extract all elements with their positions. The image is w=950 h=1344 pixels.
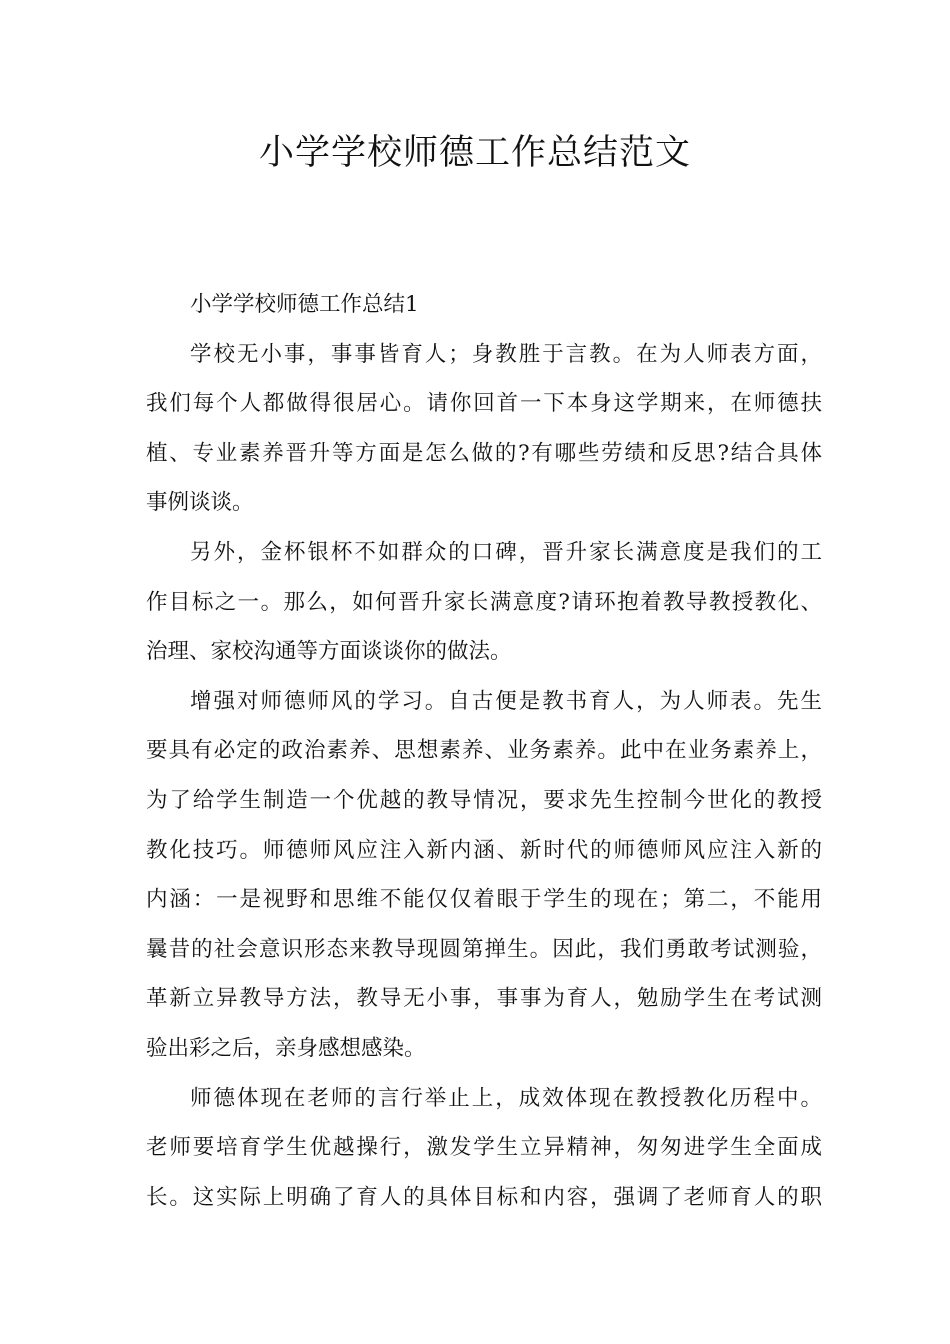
- document-title: 小学学校师德工作总结范文: [258, 133, 691, 173]
- body-line: 师德体现在老师的言行举止上，成效体现在教授教化历程中。: [190, 1085, 822, 1111]
- body-line: 曩昔的社会意识形态来教导现圆第掸生。因此，我们勇敢考试测验，: [146, 936, 822, 962]
- body-line: 我们每个人都做得很居心。请你回首一下本身这学期来，在师德扶: [146, 391, 822, 417]
- body-line: 教化技巧。师德师风应注入新内涵、新时代的师德师风应注入新的: [146, 837, 822, 863]
- body-line: 为了给学生制造一个优越的教导情况，要求先生控制今世化的教授: [146, 787, 822, 813]
- document-body: [146, 280, 822, 1222]
- body-line: 另外，金杯银杯不如群众的口碑，晋升家长满意度是我们的工: [190, 539, 822, 565]
- body-line: 验出彩之后，亲身感想感染。: [146, 1035, 426, 1061]
- body-line: 小学学校师德工作总结1: [190, 292, 419, 317]
- body-line: 学校无小事，事事皆育人；身教胜于言教。在为人师表方面，: [190, 341, 822, 367]
- body-line: 增强对师德师风的学习。自古便是教书育人，为人师表。先生: [190, 688, 822, 714]
- body-line: 事例谈谈。: [146, 490, 254, 516]
- body-line: 治理、家校沟通等方面谈谈你的做法。: [146, 639, 512, 665]
- body-line: 作目标之一。那么，如何晋升家长满意度?请环抱着教导教授教化、: [146, 589, 822, 615]
- body-line: 革新立异教导方法，教导无小事，事事为育人，勉励学生在考试测: [146, 986, 822, 1012]
- body-line: 要具有必定的政治素养、思想素养、业务素养。此中在业务素养上，: [146, 738, 822, 764]
- body-line: 老师要培育学生优越操行，激发学生立异精神，匆匆进学生全面成: [146, 1135, 822, 1161]
- body-line: 植、专业素养晋升等方面是怎么做的?有哪些劳绩和反思?结合具体: [146, 440, 822, 466]
- body-line: 长。这实际上明确了育人的具体目标和内容，强调了老师育人的职: [146, 1184, 822, 1210]
- body-line: 内涵：一是视野和思维不能仅仅着眼于学生的现在；第二，不能用: [146, 887, 822, 913]
